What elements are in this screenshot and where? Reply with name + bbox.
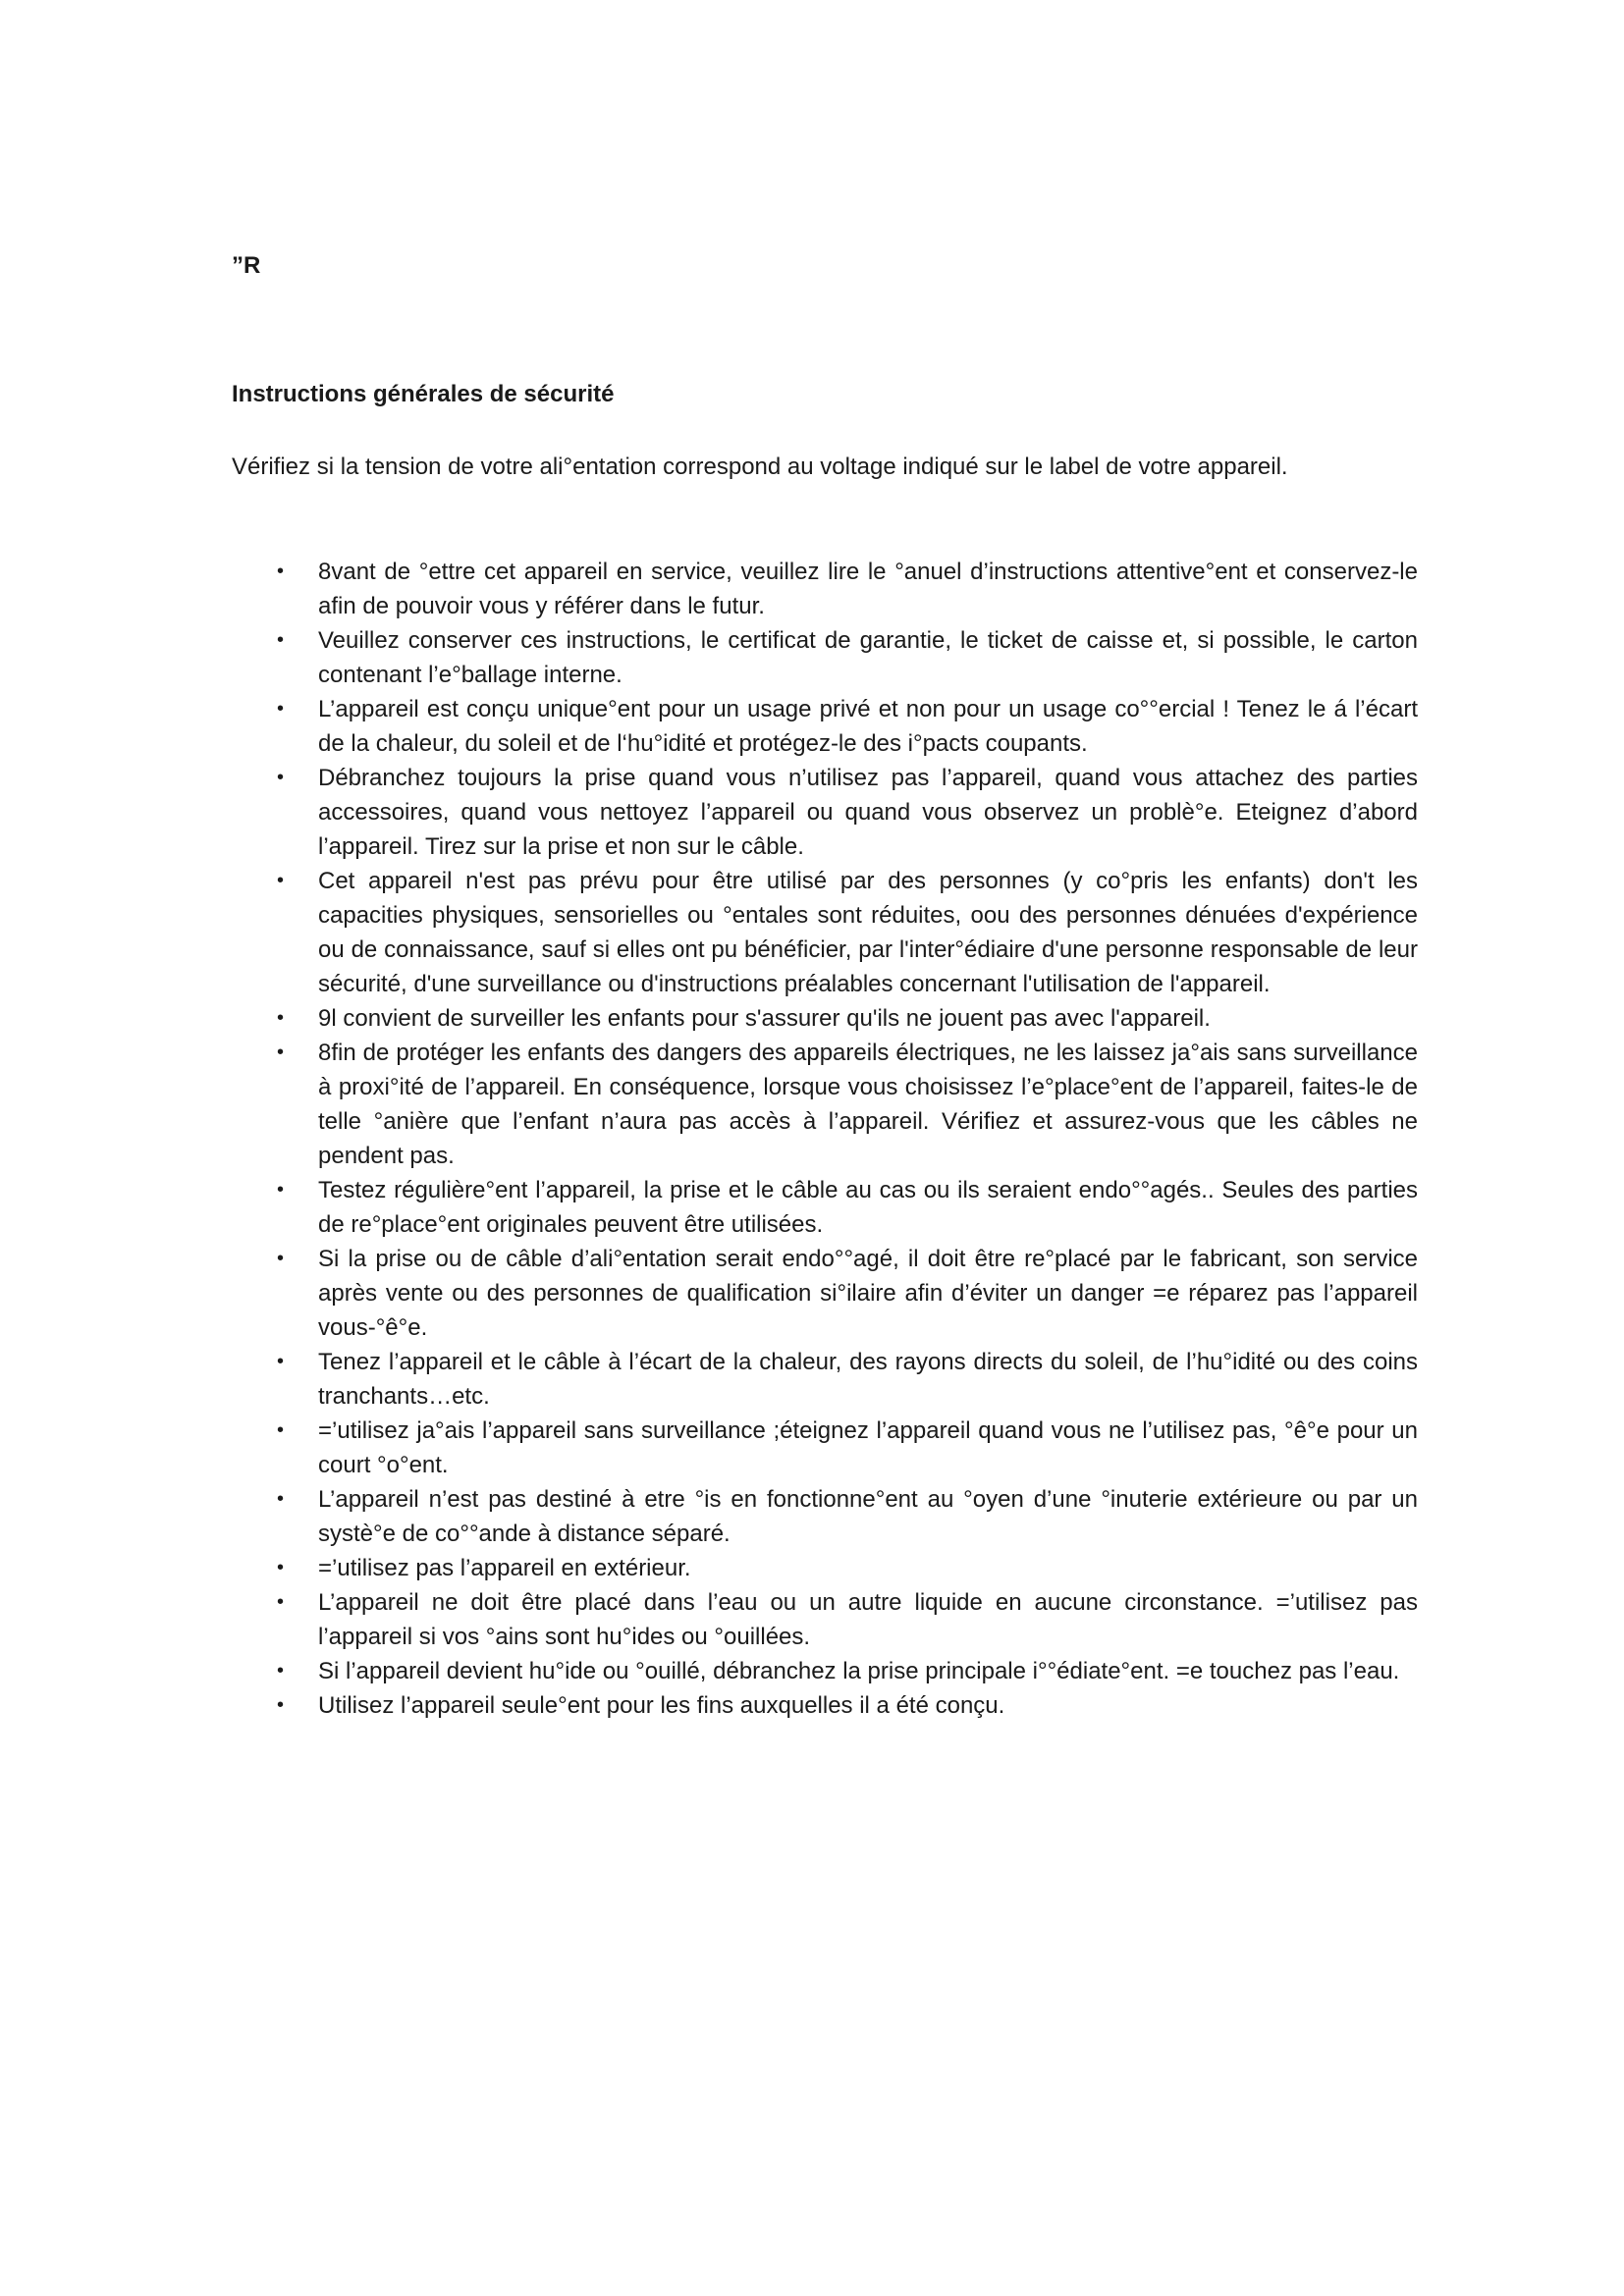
list-item: [267, 623, 1418, 692]
safety-instructions-list: [267, 555, 1418, 1723]
bullet-icon: •: [277, 1007, 285, 1029]
list-item-text: =’utilisez ja°ais l’appareil sans surveillance ;éteignez l’appareil quand vous ne l’utilisez pas, °ê°e pour un court °o°ent.: [318, 1417, 1418, 1478]
list-item-text: Si l’appareil devient hu°ide ou °ouillé, débranchez la prise principale i°°édiate°ent. =e touchez pas l’eau.: [318, 1658, 1400, 1684]
list-item: [267, 1036, 1418, 1173]
bullet-icon: •: [277, 1488, 285, 1510]
list-item: [267, 1482, 1418, 1551]
list-item: [267, 1345, 1418, 1414]
list-item-text: Si la prise ou de câble d’ali°entation serait endo°°agé, il doit être re°placé par le fabricant, son service après vente ou des personnes de qualification si°ilaire afin d’éviter un danger =e réparez pas l’appareil vous-°ê°e.: [318, 1246, 1418, 1341]
list-item: [267, 864, 1418, 1001]
list-item-text: Cet appareil n'est pas prévu pour être utilisé par des personnes (y co°pris les enfants) don't les capacities physiques, sensorielles ou °entales sont réduites, oou des personnes dénuées d'expérience ou de connaissance, sauf si elles ont pu bénéficier, par l'inter°édiaire d'une personne responsable de leur sécurité, d'une surveillance ou d'instructions préalables concernant l'utilisation de l'appareil.: [318, 868, 1418, 997]
list-item: [267, 761, 1418, 864]
list-item-text: L’appareil ne doit être placé dans l’eau ou un autre liquide en aucune circonstance. =’utilisez pas l’appareil si vos °ains sont hu°ides ou °ouillées.: [318, 1589, 1418, 1650]
bullet-icon: •: [277, 1591, 285, 1613]
bullet-icon: •: [277, 1041, 285, 1063]
list-item-text: Testez régulière°ent l’appareil, la prise et le câble au cas ou ils seraient endo°°agés.. Seules des parties de re°place°ent originales peuvent être utilisées.: [318, 1177, 1418, 1238]
list-item-text: Utilisez l’appareil seule°ent pour les fins auxquelles il a été conçu.: [318, 1692, 1005, 1719]
page-marker: ”R: [232, 252, 261, 279]
bullet-icon: •: [277, 1179, 285, 1201]
bullet-icon: •: [277, 629, 285, 651]
bullet-icon: •: [277, 1351, 285, 1372]
list-item: [267, 1242, 1418, 1345]
list-item: [267, 1414, 1418, 1482]
bullet-icon: •: [277, 1694, 285, 1716]
list-item-text: L’appareil est conçu unique°ent pour un usage privé et non pour un usage co°°ercial ! Tenez le á l’écart de la chaleur, du soleil et de l‘hu°idité et protégez-le des i°pacts coupants.: [318, 696, 1418, 757]
list-item-text: Débranchez toujours la prise quand vous n’utilisez pas l’appareil, quand vous attachez des parties accessoires, quand vous nettoyez l’appareil ou quand vous observez un problè°e. Eteignez d’abord l’appareil. Tirez sur la prise et non sur le câble.: [318, 765, 1418, 860]
list-item-text: 8fin de protéger les enfants des dangers des appareils électriques, ne les laissez ja°ais sans surveillance à proxi°ité de l’appareil. En conséquence, lorsque vous choisissez l’e°place°ent de l’appareil, faites-le de telle °anière que l’enfant n’aura pas accès à l’appareil. Vérifiez et assurez-vous que les câbles ne pendent pas.: [318, 1040, 1418, 1169]
bullet-icon: •: [277, 1660, 285, 1682]
bullet-icon: •: [277, 1419, 285, 1441]
list-item: [267, 1585, 1418, 1654]
list-item: [267, 1001, 1418, 1036]
list-item: [267, 1173, 1418, 1242]
list-item: [267, 555, 1418, 623]
list-item-text: L’appareil n’est pas destiné à etre °is en fonctionne°ent au °oyen d’une °inuterie extérieure ou par un systè°e de co°°ande à distance séparé.: [318, 1486, 1418, 1547]
list-item-text: =’utilisez pas l’appareil en extérieur.: [318, 1555, 691, 1581]
section-title: Instructions générales de sécurité: [232, 381, 615, 407]
list-item: [267, 692, 1418, 761]
bullet-icon: •: [277, 767, 285, 788]
list-item: [267, 1654, 1418, 1688]
list-item-text: 8vant de °ettre cet appareil en service, veuillez lire le °anuel d’instructions attentive°ent et conservez-le afin de pouvoir vous y référer dans le futur.: [318, 559, 1418, 619]
bullet-icon: •: [277, 698, 285, 720]
list-item-text: 9l convient de surveiller les enfants pour s'assurer qu'ils ne jouent pas avec l'appareil.: [318, 1005, 1211, 1032]
list-item: [267, 1551, 1418, 1585]
bullet-icon: •: [277, 1248, 285, 1269]
bullet-icon: •: [277, 870, 285, 891]
list-item-text: Veuillez conserver ces instructions, le certificat de garantie, le ticket de caisse et, si possible, le carton contenant l’e°ballage interne.: [318, 627, 1418, 688]
list-item-text: Tenez l’appareil et le câble à l’écart de la chaleur, des rayons directs du soleil, de l’hu°idité ou des coins tranchants…etc.: [318, 1349, 1418, 1410]
intro-paragraph: Vérifiez si la tension de votre ali°entation correspond au voltage indiqué sur le label de votre appareil.: [232, 454, 1288, 480]
bullet-icon: •: [277, 561, 285, 582]
bullet-icon: •: [277, 1557, 285, 1578]
list-item: [267, 1688, 1418, 1723]
